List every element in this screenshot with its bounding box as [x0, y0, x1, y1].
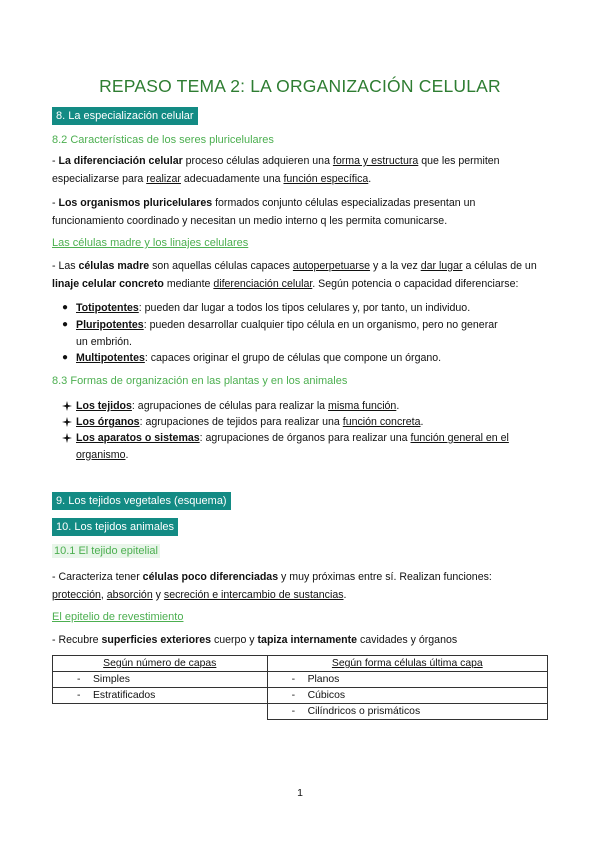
text: .	[125, 448, 129, 461]
section-8-2-heading: 8.2 Características de los seres pluricelulares	[52, 134, 274, 146]
celulas-madre-heading: Las células madre y los linajes celulares	[52, 237, 249, 249]
diamond-bullet-icon	[62, 401, 72, 411]
text: funcionamiento coordinado y necesitan un medio interno q les permita comunicarse.	[52, 215, 448, 227]
paragraph-pluricelulares	[52, 194, 552, 230]
underlined-text: diferenciación celular	[213, 278, 313, 290]
text: proceso células adquieren una	[182, 155, 333, 167]
bold-term: Totipotentes	[76, 302, 139, 314]
text: .	[396, 400, 400, 412]
list-item	[62, 300, 546, 317]
text: : pueden desarrollar cualquier tipo célula en un organismo, pero no generar	[143, 319, 498, 331]
dash: -	[77, 690, 81, 701]
underlined-text: función general en el	[410, 432, 509, 444]
bold-term: células poco diferenciadas	[142, 571, 279, 583]
text: y muy próximas entre sí. Realizan funciones:	[278, 571, 492, 583]
underlined-text: absorción	[106, 589, 153, 601]
paragraph-diferenciacion	[52, 152, 552, 188]
list-item	[62, 350, 546, 367]
diamond-bullet-icon	[62, 417, 72, 427]
section-9-heading: 9. Los tejidos vegetales (esquema)	[52, 492, 231, 510]
bold-term: Los aparatos o sistemas	[76, 432, 200, 444]
underlined-text: organismo	[76, 448, 126, 461]
cell-text: Planos	[307, 674, 340, 685]
text: especializarse para	[52, 173, 147, 185]
underlined-text: dar lugar	[420, 260, 463, 272]
table-cell	[267, 688, 547, 704]
text: y	[152, 589, 164, 601]
table-cell	[267, 704, 547, 720]
text: : agrupaciones de órganos para realizar una	[199, 432, 411, 444]
dash: -	[52, 197, 59, 209]
text: - Recubre	[52, 634, 102, 646]
text: : agrupaciones de células para realizar la	[131, 400, 329, 412]
dash: -	[291, 690, 296, 701]
list-item	[76, 398, 546, 415]
epitelio-revestimiento-heading: El epitelio de revestimiento	[52, 611, 184, 623]
list-item	[76, 414, 546, 431]
bullet-dot-icon: ●	[62, 352, 69, 363]
bold-term: Los órganos	[76, 416, 140, 428]
underlined-text: función concreta	[342, 416, 421, 428]
bold-term: superficies exteriores	[101, 634, 211, 646]
text: ,	[100, 589, 107, 601]
dash: -	[291, 674, 296, 685]
text: y a la vez	[370, 260, 421, 272]
section-8-heading: 8. La especialización celular	[52, 107, 198, 125]
text: : pueden dar lugar a todos los tipos celulares y, por tanto, un individuo.	[138, 302, 471, 314]
bold-term: linaje celular concreto	[52, 278, 164, 290]
underlined-text: protección	[52, 589, 101, 601]
paragraph-tejido-epitelial	[52, 568, 552, 604]
page-title: REPASO TEMA 2: LA ORGANIZACIÓN CELULAR	[99, 76, 501, 96]
bold-term: La diferenciación celular	[58, 155, 183, 167]
table-row	[53, 688, 548, 704]
dash: -	[77, 674, 81, 685]
column-header: Según número de capas	[53, 656, 268, 672]
bold-term: células madre	[78, 260, 150, 272]
text: .	[368, 173, 372, 185]
underlined-text: realizar	[146, 173, 181, 185]
bold-term: Los organismos pluricelulares	[58, 197, 213, 209]
table-header-row	[53, 656, 548, 672]
section-10-heading: 10. Los tejidos animales	[52, 518, 178, 536]
text: cavidades y órganos	[357, 634, 458, 646]
epitelio-classification-table	[52, 655, 548, 720]
text: - Caracteriza tener	[52, 571, 143, 583]
text: .	[420, 416, 424, 428]
underlined-text: misma función	[328, 400, 397, 412]
underlined-text: forma y estructura	[332, 155, 419, 167]
cell-text: Estratificados	[93, 690, 156, 701]
text: cuerpo y	[211, 634, 258, 646]
table-cell-empty	[53, 704, 268, 720]
dash: -	[52, 155, 59, 167]
cell-text: Cúbicos	[307, 690, 346, 701]
text: adecuadamente una	[180, 173, 284, 185]
bold-term: Pluripotentes	[76, 319, 144, 331]
bullet-dot-icon: ●	[62, 302, 69, 313]
table-cell	[267, 672, 547, 688]
diamond-bullet-icon	[62, 433, 72, 443]
text: un embrión.	[76, 335, 132, 348]
text: .	[343, 589, 347, 601]
text: . Según potencia o capacidad diferenciarse:	[312, 278, 519, 290]
page-number: 1	[297, 787, 303, 799]
table-row	[53, 672, 548, 688]
text: : agrupaciones de tejidos para realizar una	[139, 416, 343, 428]
table-row	[53, 704, 548, 720]
text: formados conjunto células especializadas presentan un	[212, 197, 476, 209]
paragraph-recubre	[52, 631, 552, 649]
underlined-text: secreción e intercambio de sustancias	[163, 589, 344, 601]
table-cell	[53, 672, 268, 688]
dash: -	[291, 706, 296, 717]
bold-term: Multipotentes	[76, 352, 145, 364]
cell-text: Cilíndricos o prismáticos	[307, 706, 421, 717]
bold-term: Los tejidos	[76, 400, 132, 412]
text: : capaces originar el grupo de células que compone un órgano.	[144, 352, 442, 364]
underlined-text: autoperpetuarse	[292, 260, 371, 272]
list-item	[76, 430, 546, 463]
column-header: Según forma células última capa	[267, 656, 547, 672]
table-cell	[53, 688, 268, 704]
text: son aquellas células capaces	[149, 260, 293, 272]
underlined-text: función específica	[283, 173, 369, 185]
bullet-dot-icon: ●	[62, 319, 69, 330]
section-10-1-heading: 10.1 El tejido epitelial	[54, 545, 158, 557]
text: a células de un	[462, 260, 537, 272]
cell-text: Simples	[93, 674, 130, 685]
dash: - Las	[52, 260, 79, 272]
list-item	[62, 317, 546, 350]
bold-term: tapiza internamente	[257, 634, 358, 646]
section-8-3-heading: 8.3 Formas de organización en las plantas y en los animales	[52, 375, 348, 387]
text: mediante	[163, 278, 214, 290]
text: que les permiten	[418, 155, 500, 167]
paragraph-celulas-madre	[52, 257, 552, 293]
